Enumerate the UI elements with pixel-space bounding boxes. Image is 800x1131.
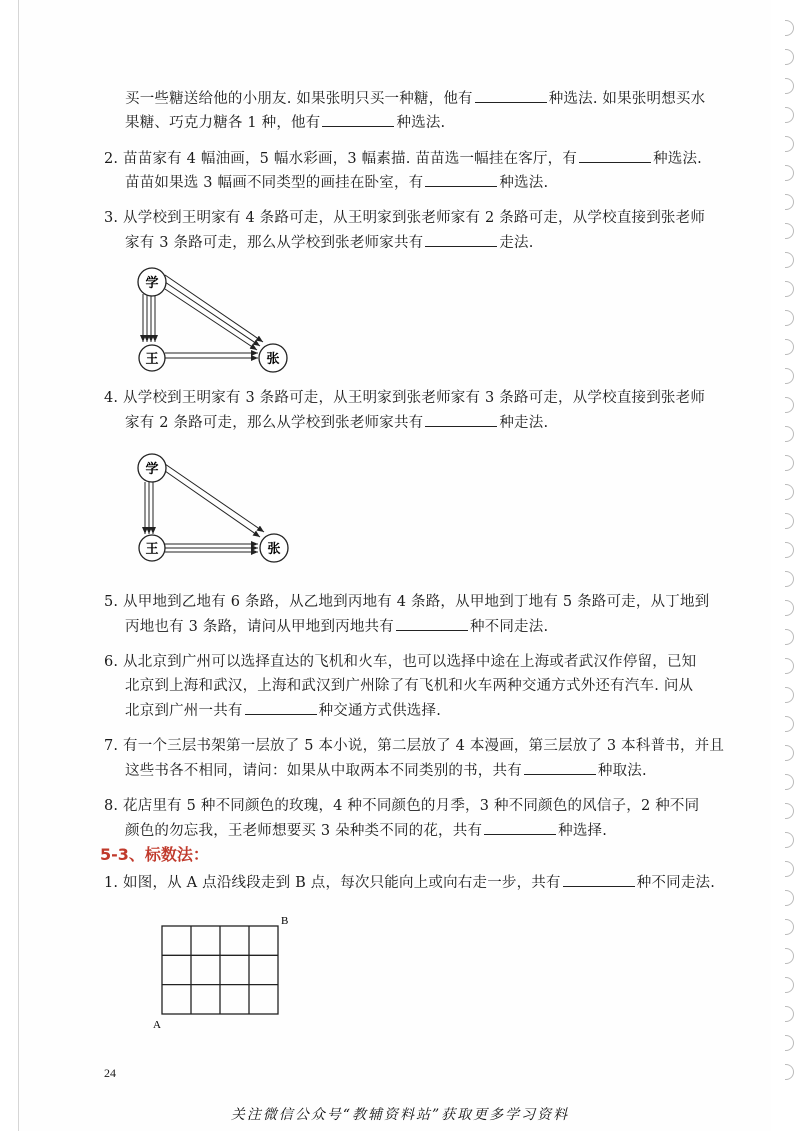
answer-blank[interactable] bbox=[563, 872, 635, 887]
node-label-zhang: 张 bbox=[266, 352, 280, 367]
footer-note: 关注微信公众号“教辅资料站”获取更多学习资料 bbox=[230, 1107, 570, 1123]
binding-ring bbox=[785, 281, 794, 297]
answer-blank[interactable] bbox=[425, 172, 497, 187]
route-diagram-problem-4 bbox=[128, 448, 298, 568]
problem-1-line-1 bbox=[125, 88, 705, 109]
point-a-label: A bbox=[153, 1019, 161, 1031]
text-segment: 种选法. 如果张明想买水 bbox=[548, 91, 706, 107]
problem-5-line-1 bbox=[104, 592, 709, 612]
binding-ring bbox=[785, 136, 794, 152]
binding-ring bbox=[785, 513, 794, 529]
text-segment: 这些书各不相同，请问：如果从中取两本不同类别的书，共有 bbox=[125, 763, 522, 779]
grid-diagram bbox=[150, 912, 290, 1034]
problem-6-line-1 bbox=[104, 652, 696, 672]
binding-ring bbox=[785, 368, 794, 384]
text-segment: 种选法. bbox=[499, 175, 549, 191]
problem-2-line-1 bbox=[104, 148, 702, 169]
problem-3-line-2 bbox=[125, 232, 534, 253]
text-segment: 北京到上海和武汉，上海和武汉到广州除了有飞机和火车两种交通方式外还有汽车. 问从 bbox=[125, 678, 694, 694]
answer-blank[interactable] bbox=[396, 616, 468, 631]
binding-ring bbox=[785, 542, 794, 558]
node-zhang bbox=[260, 534, 288, 562]
text-segment: 1. 如图，从 A 点沿线段走到 B 点，每次只能向上或向右走一步，共有 bbox=[104, 875, 561, 891]
node-school bbox=[138, 454, 166, 482]
problem-8-line-2 bbox=[125, 820, 607, 841]
binding-ring bbox=[785, 861, 794, 877]
problem-1-line-2 bbox=[125, 112, 445, 133]
node-wang bbox=[139, 535, 165, 561]
answer-blank[interactable] bbox=[579, 148, 651, 163]
text-segment: 种不同走法. bbox=[469, 619, 549, 635]
text-segment: 北京到广州一共有 bbox=[125, 703, 243, 719]
answer-blank[interactable] bbox=[524, 760, 596, 775]
text-segment: 苗苗如果选 3 幅画不同类型的画挂在卧室，有 bbox=[125, 175, 424, 191]
problem-6-line-2 bbox=[125, 676, 693, 696]
binding-ring bbox=[785, 1006, 794, 1022]
binding-ring bbox=[785, 919, 794, 935]
text-segment: 丙地也有 3 条路，请问从甲地到丙地共有 bbox=[125, 619, 394, 635]
problem-7-line-1 bbox=[104, 736, 724, 756]
node-label-school: 学 bbox=[145, 276, 159, 291]
binding-ring bbox=[785, 20, 794, 36]
binding-ring bbox=[785, 455, 794, 471]
problem-8-line-1 bbox=[104, 796, 699, 816]
text-segment: 家有 3 条路可走，那么从学校到张老师家共有 bbox=[125, 235, 424, 251]
binding-ring bbox=[785, 600, 794, 616]
answer-blank[interactable] bbox=[245, 700, 317, 715]
problem-7-line-2 bbox=[125, 760, 647, 781]
node-school bbox=[138, 268, 166, 296]
text-segment: 颜色的勿忘我，王老师想要买 3 朵种类不同的花，共有 bbox=[125, 823, 483, 839]
text-segment: 种选法. bbox=[396, 115, 446, 131]
text-segment: 种不同走法. bbox=[636, 875, 716, 891]
text-segment: 6. 从北京到广州可以选择直达的飞机和火车，也可以选择中途在上海或者武汉作停留，已知 bbox=[104, 654, 697, 670]
binding-ring bbox=[785, 745, 794, 761]
text-segment: 种走法. bbox=[499, 415, 549, 431]
text-segment: 5. 从甲地到乙地有 6 条路，从乙地到丙地有 4 条路，从甲地到丁地有 5 条路可走，从丁地到 bbox=[104, 594, 710, 610]
text-segment: 8. 花店里有 5 种不同颜色的玫瑰，4 种不同颜色的月季，3 种不同颜色的风信子，2 种不同 bbox=[104, 798, 700, 814]
text-segment: 走法. bbox=[499, 235, 534, 251]
spiral-binding bbox=[774, 20, 800, 1100]
text-segment: 种选择. bbox=[558, 823, 608, 839]
binding-ring bbox=[785, 252, 794, 268]
binding-ring bbox=[785, 484, 794, 500]
text-segment: 家有 2 条路可走，那么从学校到张老师家共有 bbox=[125, 415, 424, 431]
page-number: 24 bbox=[104, 1066, 116, 1080]
section-title: 5-3、标数法： bbox=[100, 845, 209, 864]
text-segment: 2. 苗苗家有 4 幅油画，5 幅水彩画，3 幅素描. 苗苗选一幅挂在客厅，有 bbox=[104, 151, 578, 167]
problem-3-line-1 bbox=[104, 208, 705, 228]
binding-ring bbox=[785, 571, 794, 587]
node-label-wang: 王 bbox=[145, 542, 159, 557]
answer-blank[interactable] bbox=[425, 232, 497, 247]
binding-ring bbox=[785, 397, 794, 413]
binding-ring bbox=[785, 194, 794, 210]
binding-ring bbox=[785, 49, 794, 65]
text-segment: 种交通方式供选择. bbox=[318, 703, 442, 719]
binding-ring bbox=[785, 803, 794, 819]
node-label-school: 学 bbox=[145, 462, 159, 477]
answer-blank[interactable] bbox=[484, 820, 556, 835]
binding-ring bbox=[785, 832, 794, 848]
binding-ring bbox=[785, 1064, 794, 1080]
problem-6-line-3 bbox=[125, 700, 441, 721]
binding-ring bbox=[785, 977, 794, 993]
point-b-label: B bbox=[281, 915, 289, 927]
binding-ring bbox=[785, 426, 794, 442]
binding-ring bbox=[785, 165, 794, 181]
binding-ring bbox=[785, 658, 794, 674]
text-segment: 种选法. bbox=[653, 151, 702, 167]
binding-ring bbox=[785, 774, 794, 790]
problem-5-line-2 bbox=[125, 616, 548, 637]
text-segment: 买一些糖送给他的小朋友. 如果张明只买一种糖，他有 bbox=[125, 91, 473, 107]
binding-ring bbox=[785, 78, 794, 94]
binding-ring bbox=[785, 948, 794, 964]
problem-4-line-1 bbox=[104, 388, 705, 408]
binding-ring bbox=[785, 687, 794, 703]
binding-ring bbox=[785, 629, 794, 645]
binding-ring bbox=[785, 223, 794, 239]
text-segment: 果糖、巧克力糖各 1 种，他有 bbox=[125, 115, 321, 131]
text-segment: 4. 从学校到王明家有 3 条路可走，从王明家到张老师家有 3 条路可走，从学校直接到张老师 bbox=[104, 390, 706, 406]
binding-ring bbox=[785, 339, 794, 355]
problem-4-line-2 bbox=[125, 412, 548, 433]
binding-ring bbox=[785, 716, 794, 732]
text-segment: 3. 从学校到王明家有 4 条路可走，从王明家到张老师家有 2 条路可走，从学校直接到张老师 bbox=[104, 210, 706, 226]
text-segment: 种取法. bbox=[597, 763, 647, 779]
node-wang bbox=[139, 345, 165, 371]
binding-ring bbox=[785, 1035, 794, 1051]
problem-2-line-2 bbox=[125, 172, 548, 193]
route-diagram-problem-3 bbox=[128, 260, 298, 380]
node-zhang bbox=[259, 344, 287, 372]
grid-problem-line bbox=[104, 872, 715, 893]
node-label-wang: 王 bbox=[145, 352, 159, 367]
answer-blank[interactable] bbox=[425, 412, 497, 427]
binding-ring bbox=[785, 310, 794, 326]
binding-ring bbox=[785, 107, 794, 123]
binding-ring bbox=[785, 890, 794, 906]
answer-blank[interactable] bbox=[322, 112, 394, 127]
text-segment: 7. 有一个三层书架第一层放了 5 本小说，第二层放了 4 本漫画，第三层放了 3 本科普书，并且 bbox=[104, 738, 725, 754]
answer-blank[interactable] bbox=[475, 88, 547, 103]
node-label-zhang: 张 bbox=[267, 542, 281, 557]
